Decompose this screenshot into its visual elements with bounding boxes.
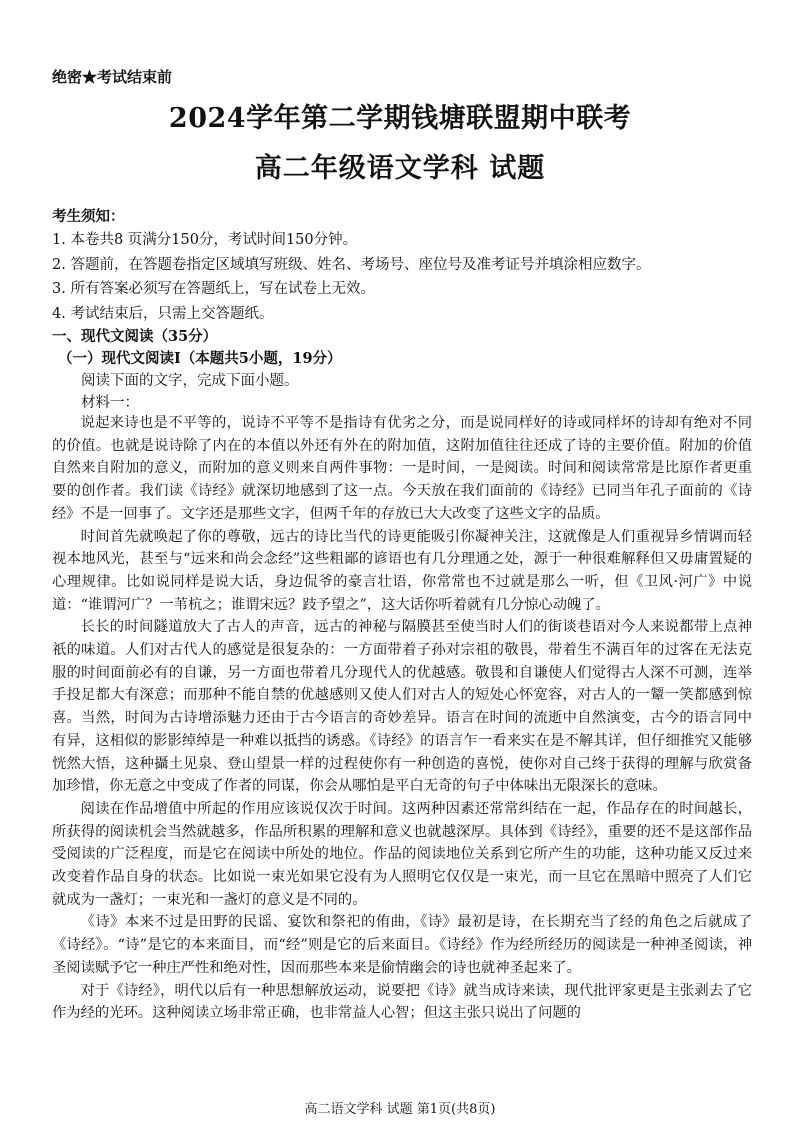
confidential-mark: 绝密★考试结束前: [52, 68, 173, 86]
paragraph-2: 时间首先就唤起了你的尊敬，远古的诗比当代的诗更能吸引你凝神关注，这就像是人们重视异乡情调而轻视本地风光，甚至与“远来和尚会念经”这些粗鄙的谚语也有几分理通之处，源于一种很难解释但又毋庸置疑的心理规律。比如说同样是说大话，身边侃爷的豪言壮语，你常常也不过就是那么一听，但《卫风·河广》中说道：“谁谓河广？一苇杭之；谁谓宋远？跂予望之”，这大话你听着就有几分惊心动魄了。: [52, 528, 752, 613]
paragraph-5: 《诗》本来不过是田野的民谣、宴饮和祭祀的侑曲，《诗》最初是诗，在长期充当了经的角色之后就成了《诗经》。“诗”是它的本来面目，而“经”则是它的后来面目。《诗经》作为经所经历的阅读是一种神圣阅读，神圣阅读赋予它一种庄严性和绝对性，因而那些本来是偷情幽会的诗也就神圣起来了。: [52, 914, 752, 976]
reading-instruction: 阅读下面的文字，完成下面小题。: [81, 373, 299, 389]
notice-item-4: 4. 考试结束后，只需上交答题纸。: [52, 305, 274, 322]
exam-title: 2024学年第二学期钱塘联盟期中联考: [168, 103, 632, 134]
paragraph-3: 长长的时间隧道放大了古人的声音，远古的神秘与隔膜甚至使当时人们的街谈巷语对今人来说都带上点神祇的味道。人们对古代人的感觉是很复杂的：一方面带着子孙对宗祖的敬畏，带着生不满百年的过客在无法克服的时间面前必有的自谦，另一方面也带着几分现代人的优越感。敬畏和自谦使人们觉得古人深不可测，连举手投足都大有深意；而那种不能自禁的优越感则又使人们对古人的短处心怀宽容，对古人的一颦一笑都感到惊喜。当然，时间为古诗增添魅力还由于古今语言的奇妙差异。语言在时间的流逝中自然演变，古今的语言同中有异，这相似的影影绰绰是一种难以抵挡的诱惑。《诗经》的语言乍一看来实在是不解其详，但仔细推究又能够恍然大悟，这种攝土见泉、登山望景一样的过程使你有一种创造的喜悦，使你对自己终于获得的理解与欣赏备加珍惜，你无意之中变成了作者的同谋，你会从哪怕是平白无奇的句子中体味出无限深长的意味。: [52, 619, 752, 795]
paragraph-4: 阅读在作品增值中所起的作用应该说仅次于时间。这两种因素还常常纠结在一起，作品存在的时间越长，所获得的阅读机会当然就越多，作品所积累的理解和意义也就越深厚。具体到《诗经》，重要的还不是这部作品受阅读的广泛程度，而是它在阅读中所处的地位。作品的阅读地位关系到它所产生的功能，这种功能又反过来改变着作品自身的状态。比如说一束光如果它没有为人照明它仅仅是一束光，而一旦它在黑暗中照亮了人们它就成为一盏灯；一束光和一盏灯的意义是不同的。: [52, 800, 752, 908]
notice-item-3: 3. 所有答案必须写在答题纸上，写在试卷上无效。: [52, 281, 375, 297]
page-footer: 高二语文学科 试题 第1页(共8页): [304, 1102, 496, 1117]
notice-item-2: 2. 答题前，在答题卷指定区域填写班级、姓名、考场号、座位号及准考证号并填涂相应数字。: [52, 256, 651, 273]
instructions-block: [52, 206, 752, 414]
paragraph-1: 说起来诗也是不平等的，说诗不平等不是指诗有优劣之分，而是说同样好的诗或同样坏的诗却有绝对不同的价值。也就是说诗除了内在的本值以外还有外在的附加值，这附加值往往还成了诗的主要价值。附加的价值自然来自附加的意义，而附加的意义则来自两件事物：一是时间，一是阅读。时间和阅读常常是比原作者更重要的创作者。我们读《诗经》就深切地感到了这一点。今天放在我们面前的《诗经》已同当年孔子面前的《诗经》不是一回事了。文字还是那些文字，但两千年的存放已大大改变了这些文字的品质。: [52, 415, 752, 522]
notice-item-1: 1. 本卷共8 页满分150分，考试时间150分钟。: [52, 232, 358, 248]
paragraph-6: 对于《诗经》，明代以后有一种思想解放运动，说要把《诗》就当成诗来读，现代批评家更是主张剥去了它作为经的光环。这种阅读立场非常正确，也非常益人心智；但这主张只说出了问题的: [52, 982, 752, 1022]
subsection-heading: （一）现代文阅读Ⅰ（本题共5小题，19分）: [58, 350, 342, 367]
notice-heading: 考生须知：: [52, 208, 125, 225]
section-heading: 一、现代文阅读（35分）: [52, 328, 218, 345]
passage-body: [52, 412, 752, 1025]
material-label: 材料一：: [81, 395, 139, 411]
exam-subtitle: 高二年级语文学科 试题: [254, 153, 546, 184]
